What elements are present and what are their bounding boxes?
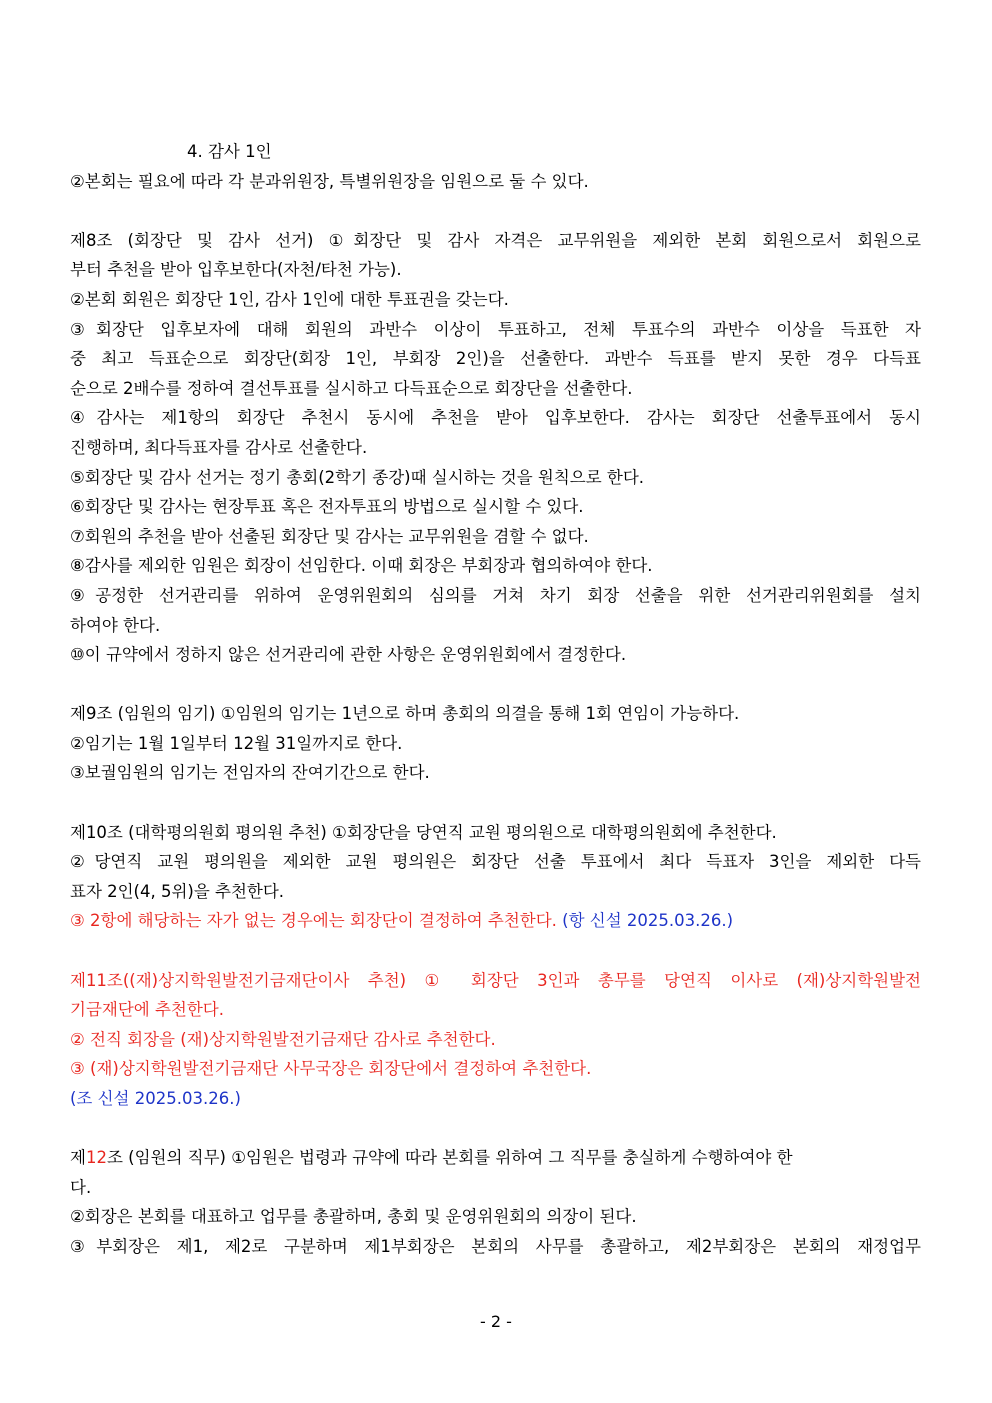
- amended-clause-line: [70, 906, 921, 936]
- text-line: 하여야 한다.: [70, 615, 161, 635]
- amended-text: ③ 2항에 해당하는 자가 없는 경우에는 회장단이 결정하여 추천한다.: [70, 911, 557, 931]
- text-line: ②본회는 필요에 따라 각 분과위원장, 특별위원장을 임원으로 둘 수 있다.: [70, 171, 589, 191]
- article-number: 12: [85, 1148, 107, 1168]
- article-8-heading: 제8조 (회장단 및 감사 선거) ①회장단 및 감사 자격은 교무위원을 제외한 본회 회원으로서 회원으로: [70, 230, 921, 250]
- text-line: 부터 추천을 받아 입후보한다(자천/타천 가능).: [70, 260, 402, 280]
- text-line: ②당연직 교원 평의원을 제외한 교원 평의원은 회장단 선출 투표에서 최다 득표자 3인을 제외한 다득: [70, 852, 921, 872]
- amendment-note: (항 신설 2025.03.26.): [556, 911, 734, 931]
- text-line: ③ (재)상지학원발전기금재단 사무국장은 회장단에서 결정하여 추천한다.: [70, 1059, 592, 1079]
- text-line: ②본회 회원은 회장단 1인, 감사 1인에 대한 투표권을 갖는다.: [70, 289, 509, 309]
- text-line: 진행하며, 최다득표자를 감사로 선출한다.: [70, 437, 368, 457]
- text-line: 표자 2인(4, 5위)을 추천한다.: [70, 881, 285, 901]
- text-line: ⑩이 규약에서 정하지 않은 선거관리에 관한 사항은 운영위원회에서 결정한다.: [70, 645, 627, 665]
- blank-line: [70, 1114, 921, 1144]
- blank-line: [70, 670, 921, 700]
- text-line: ⑧감사를 제외한 임원은 회장이 선임한다. 이때 회장은 부회장과 협의하여야 한다.: [70, 556, 653, 576]
- text-line: ⑦회원의 추천을 받아 선출된 회장단 및 감사는 교무위원을 겸할 수 없다.: [70, 526, 589, 546]
- text-line: ②회장은 본회를 대표하고 업무를 총괄하며, 총회 및 운영위원회의 의장이 된다.: [70, 1207, 637, 1227]
- blank-line: [70, 196, 921, 226]
- article-prefix: 제: [70, 1148, 86, 1168]
- article-text: 조 (임원의 직무) ①임원은 법령과 규약에 따라 본회를 위하여 그 직무를 충실하게 수행하여야 한: [106, 1148, 793, 1168]
- text-line: 기금재단에 추천한다.: [70, 1000, 224, 1020]
- text-line: ③부회장은 제1, 제2로 구분하며 제1부회장은 본회의 사무를 총괄하고, 제2부회장은 본회의 재정업무: [70, 1236, 921, 1256]
- page-number: - 2 -: [480, 1312, 512, 1331]
- article-12-heading: [70, 1143, 921, 1173]
- text-line: 4. 감사 1인: [187, 142, 272, 161]
- blank-line: [70, 788, 921, 818]
- text-line: ② 전직 회장을 (재)상지학원발전기금재단 감사로 추천한다.: [70, 1029, 496, 1049]
- text-line: ⑨공정한 선거관리를 위하여 운영위원회의 심의를 거쳐 차기 회장 선출을 위한 선거관리위원회를 설치: [70, 585, 921, 605]
- text-line: 중 최고 득표순으로 회장단(회장 1인, 부회장 2인)을 선출한다. 과반수 득표를 받지 못한 경우 다득표: [70, 349, 921, 369]
- text-line: ③회장단 입후보자에 대해 회원의 과반수 이상이 투표하고, 전체 투표수의 과반수 이상을 득표한 자: [70, 319, 921, 339]
- article-9-heading: 제9조 (임원의 임기) ①임원의 임기는 1년으로 하며 총회의 의결을 통해 1회 연임이 가능하다.: [70, 704, 740, 724]
- text-line: ②임기는 1월 1일부터 12월 31일까지로 한다.: [70, 733, 403, 753]
- text-line: 다.: [70, 1177, 92, 1197]
- text-line: 순으로 2배수를 정하여 결선투표를 실시하고 다득표순으로 회장단을 선출한다.: [70, 378, 633, 398]
- blank-line: [70, 936, 921, 966]
- amendment-note: (조 신설 2025.03.26.): [70, 1089, 241, 1108]
- text-line: ③보궐임원의 임기는 전임자의 잔여기간으로 한다.: [70, 763, 430, 783]
- text-line: ⑤회장단 및 감사 선거는 정기 총회(2학기 종강)때 실시하는 것을 원칙으로 한다.: [70, 467, 645, 487]
- text-line: ④감사는 제1항의 회장단 추천시 동시에 추천을 받아 입후보한다. 감사는 회장단 선출투표에서 동시: [70, 408, 921, 428]
- article-11-heading: 제11조((재)상지학원발전기금재단이사 추천) ① 회장단 3인과 총무를 당연직 이사로 (재)상지학원발전: [70, 970, 921, 990]
- text-line: ⑥회장단 및 감사는 현장투표 혹은 전자투표의 방법으로 실시할 수 있다.: [70, 497, 584, 517]
- article-10-heading: 제10조 (대학평의원회 평의원 추천) ①회장단을 당연직 교원 평의원으로 대학평의원회에 추천한다.: [70, 822, 777, 842]
- document-body: [70, 137, 921, 1262]
